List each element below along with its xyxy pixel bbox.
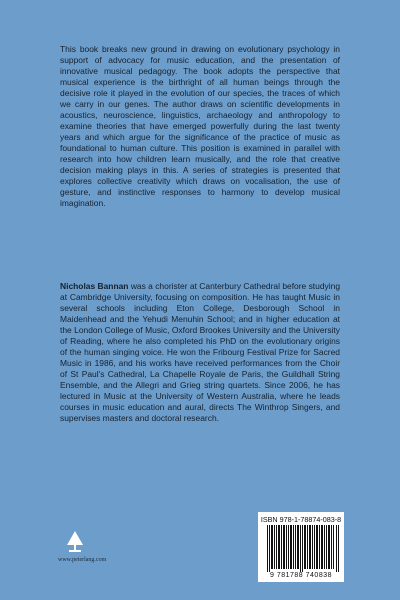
isbn-barcode-block: [258, 512, 344, 582]
barcode: [267, 525, 339, 572]
isbn-label: ISBN 978-1-78874-083-8: [260, 515, 342, 524]
publisher-url[interactable]: www.peterlang.com: [58, 557, 107, 563]
author-name: Nicholas Bannan: [60, 281, 129, 291]
publisher-logo-icon: [64, 530, 86, 554]
back-cover-blurb: This book breaks new ground in drawing on evolutionary psychology in support of advocacy for music education, and the presentation of innovative musical pedagogy. The book adopts the perspective that musical experience is the birthright of all human beings through the decisive role it played in the evolution of our species, the traces of which we carry in our genes. The author draws on scientific developments in acoustics, neuroscience, linguistics, archaeology and anthropology to examine theories that have emerged powerfully during the last twenty years and which argue for the significance of the practice of music as foundational to human culture. This position is examined in parallel with research into how children learn musically, and the role that creative decision making plays in this. A series of strategies is presented that explores collective creativity which draws on vocalisation, the use of gesture, and instinctive responses to harmony to develop musical imagination.: [60, 44, 340, 208]
author-bio: [60, 281, 340, 424]
barcode-number: 9 781788 740838: [270, 572, 332, 579]
author-bio-text: was a chorister at Canterbury Cathedral before studying at Cambridge University, focusing on composition. He has taught Music in several schools including Eton College, Desborough School in Maidenhead and the Yehudi Menuhin School; and in higher education at the London College of Music, Oxford Brookes University and the University of Reading, where he also completed his PhD on the evolutionary origins of the human singing voice. He won the Fribourg Festival Prize for Sacred Music in 1986, and his works have received performances from the Choir of St Paul's Cathedral, La Chapelle Royale de Paris, the Guildhall String Ensemble, and the Allegri and Grieg string quartets. Since 2006, he has lectured in Music at the University of Western Australia, where he leads courses in music education and aural, directs The Winthrop Singers, and supervises masters and doctoral research.: [60, 281, 341, 423]
